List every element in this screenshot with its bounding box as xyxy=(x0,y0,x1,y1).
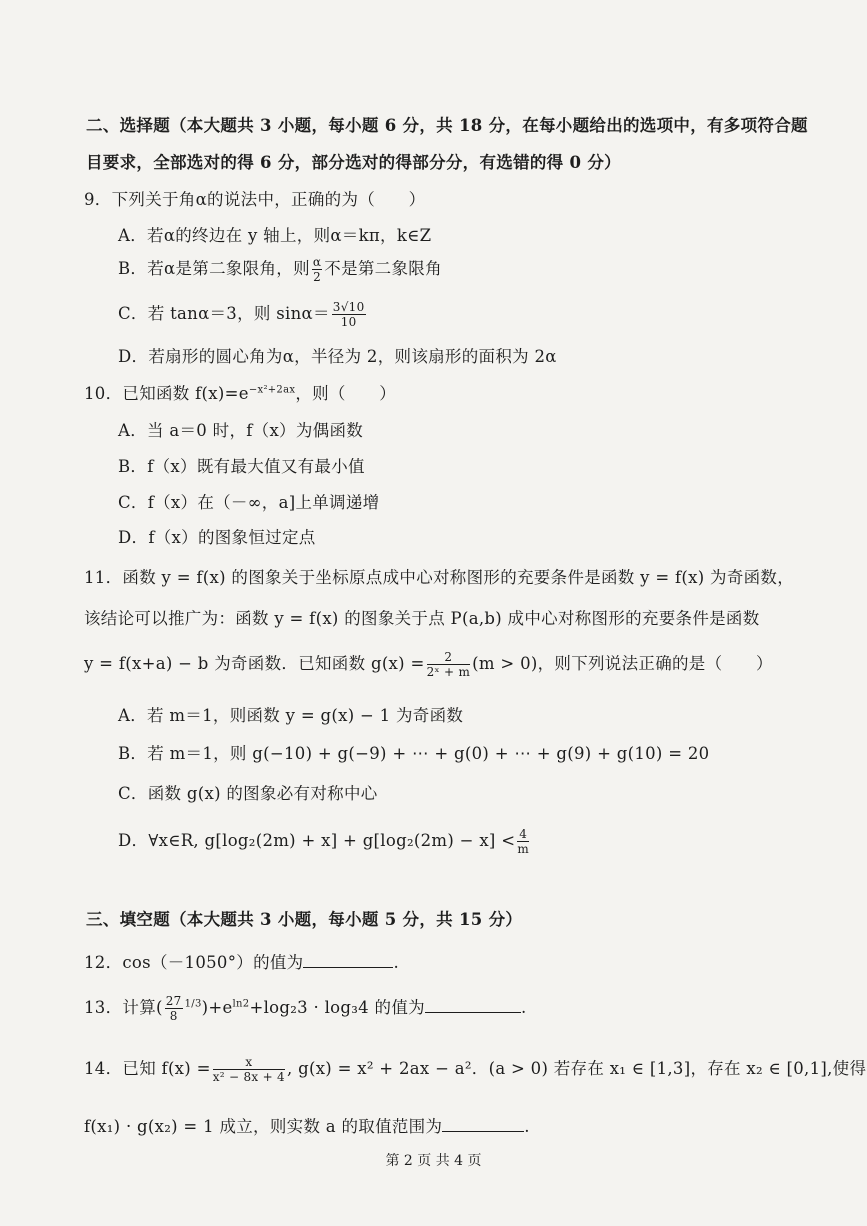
q14-prefix: 14．已知 f(x) = xyxy=(84,1059,211,1078)
section-2-title-line2: 目要求，全部选对的得 6 分，部分选对的得部分分，有选错的得 0 分） xyxy=(86,153,621,172)
section-2-title-line1: 二、选择题（本大题共 3 小题，每小题 6 分，共 18 分，在每小题给出的选项中，有多项符合题 xyxy=(86,116,808,135)
page-number-footer: 第 2 页 共 4 页 xyxy=(385,1153,482,1169)
q13-period: . xyxy=(520,998,527,1017)
option-b-prefix: B．若α是第二象限角，则 xyxy=(118,259,310,278)
q14-period: . xyxy=(524,1117,530,1136)
question-11-line1: 11．函数 y = f(x) 的图象关于坐标原点成中心对称图形的充要条件是函数 y = f(x) 为奇函数， xyxy=(84,568,795,587)
27-over-8-fraction xyxy=(165,994,183,1023)
question-11-option-b: B．若 m＝1，则 g(−10) + g(−9) + ⋯ + g(0) + ⋯ + g(9) + g(10) = 20 xyxy=(118,744,710,763)
option-b-suffix: 不是第二象限角 xyxy=(324,259,442,278)
question-14-line2 xyxy=(84,1113,530,1137)
fraction-denominator: x² − 8x + 4 xyxy=(212,1070,285,1084)
q11-line3-prefix: y = f(x+a) − b 为奇函数．已知函数 g(x) = xyxy=(84,654,425,673)
q14-line1-suffix: , g(x) = x² + 2ax − a²．(a > 0) 若存在 x₁ ∈ [1,3]，存在 x₂ ∈ [0,1],使得 xyxy=(287,1059,867,1078)
question-11-option-d xyxy=(118,827,531,856)
question-10-option-a: A．当 a＝0 时，f（x）为偶函数 xyxy=(118,421,364,440)
q12-period: . xyxy=(393,953,400,972)
q13-suffix: +log₂3 · log₃4 的值为 xyxy=(249,998,425,1017)
fraction-numerator: α xyxy=(312,255,322,269)
q13-middle: )+e xyxy=(201,998,233,1017)
question-11-line3 xyxy=(84,650,773,679)
answer-blank xyxy=(442,1117,524,1132)
option-d-prefix: D．∀x∈R, g[log₂(2m) + x] + g[log₂(2m) − x] < xyxy=(118,831,516,850)
question-11-line2: 该结论可以推广为：函数 y = f(x) 的图象关于点 P(a,b) 成中心对称图形的充要条件是函数 xyxy=(84,609,760,628)
fraction-denominator: m xyxy=(517,842,530,856)
question-9-option-a: A．若α的终边在 y 轴上，则α＝kπ，k∈Z xyxy=(118,226,432,245)
q12-text: 12．cos（－1050°）的值为 xyxy=(84,953,304,972)
question-11-option-a: A．若 m＝1，则函数 y = g(x) − 1 为奇函数 xyxy=(118,706,464,725)
q10-stem-prefix: 10．已知函数 f(x)=e xyxy=(84,384,249,403)
answer-blank xyxy=(303,953,393,968)
question-9-option-c xyxy=(118,300,368,329)
fraction-numerator: 27 xyxy=(165,994,182,1008)
question-10-option-b: B．f（x）既有最大值又有最小值 xyxy=(118,457,365,476)
g-function-fraction xyxy=(427,650,471,679)
question-10-stem xyxy=(84,380,396,404)
question-9-option-b xyxy=(118,255,442,284)
question-10-option-d: D．f（x）的图象恒过定点 xyxy=(118,528,316,547)
q10-stem-suffix: ，则（ ） xyxy=(295,384,397,403)
q13-prefix: 13．计算( xyxy=(84,998,163,1017)
fraction-numerator: 2 xyxy=(427,650,471,665)
q13-e-exponent: ln2 xyxy=(232,998,250,1010)
fraction-numerator: 4 xyxy=(519,827,528,841)
sin-value-fraction xyxy=(332,300,366,329)
option-c-prefix: C．若 tanα＝3，则 sinα＝ xyxy=(118,304,330,323)
answer-blank xyxy=(425,998,521,1013)
fraction-denominator: 2 xyxy=(313,270,322,284)
q13-power: 1/3 xyxy=(184,998,202,1010)
four-over-m-fraction xyxy=(517,827,529,856)
section-3-title: 三、填空题（本大题共 3 小题，每小题 5 分，共 15 分） xyxy=(86,910,523,929)
q11-line3-suffix: (m > 0)，则下列说法正确的是（ ） xyxy=(472,654,773,673)
q10-exponent: −x²+2ax xyxy=(248,384,296,396)
question-9-stem: 9．下列关于角α的说法中，正确的为（ ） xyxy=(84,190,426,209)
fraction-numerator: 3√10 xyxy=(332,300,365,314)
fraction-numerator: x xyxy=(213,1055,285,1070)
question-14-line1 xyxy=(84,1055,866,1084)
q14-line2-text: f(x₁) · g(x₂) = 1 成立，则实数 a 的取值范围为 xyxy=(84,1117,443,1136)
fraction-denominator: 8 xyxy=(169,1009,178,1023)
f-function-fraction xyxy=(213,1055,285,1084)
question-12 xyxy=(84,949,399,973)
question-9-option-d: D．若扇形的圆心角为α，半径为 2，则该扇形的面积为 2α xyxy=(118,347,557,366)
fraction-denominator: 2ˣ + m xyxy=(426,665,471,679)
question-11-option-c: C．函数 g(x) 的图象必有对称中心 xyxy=(118,784,378,803)
question-10-option-c: C．f（x）在（－∞，a]上单调递增 xyxy=(118,493,380,512)
fraction-denominator: 10 xyxy=(340,315,357,329)
question-13 xyxy=(84,994,526,1023)
alpha-over-2-fraction xyxy=(312,255,322,284)
